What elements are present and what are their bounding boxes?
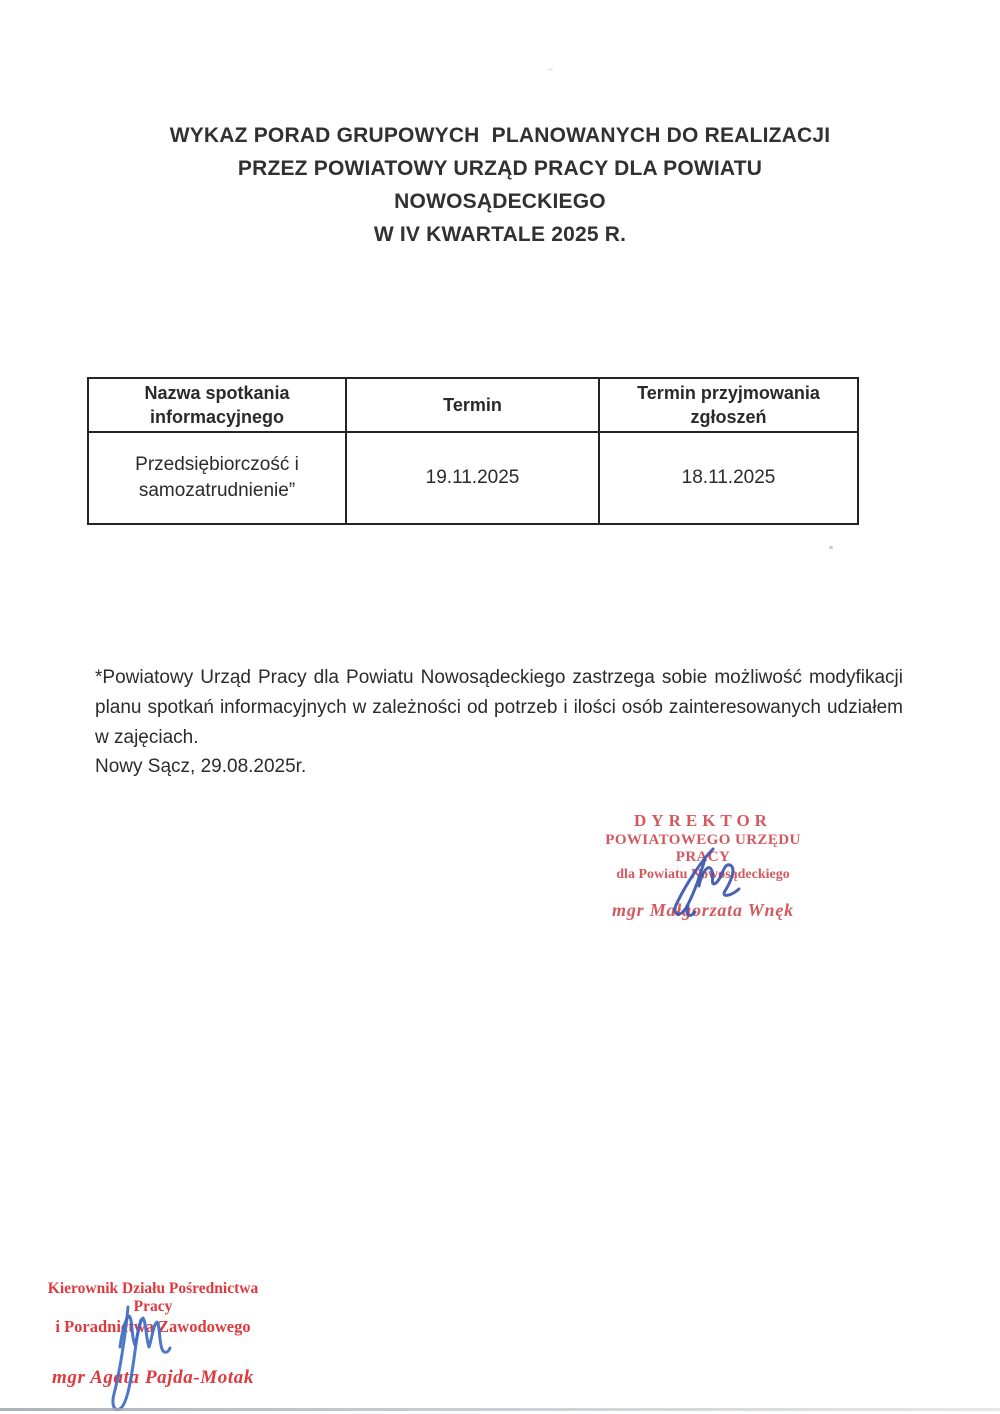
director-stamp-district: dla Powiatu Nowosądeckiego xyxy=(616,867,790,882)
manager-stamp-signer-name: mgr Agata Pajda-Motak xyxy=(52,1367,254,1388)
cell-meeting-name: Przedsiębiorczość i samozatrudnienie” xyxy=(88,432,346,524)
header-meeting-name: Nazwa spotkania informacyjnego xyxy=(88,378,346,432)
title-line-4: W IV KWARTALE 2025 R. xyxy=(373,223,627,246)
manager-stamp-role-line-1: Kierownik Działu Pośrednictwa Pracy xyxy=(47,1280,259,1315)
manager-stamp xyxy=(30,1280,276,1389)
cell-termin: 19.11.2025 xyxy=(346,432,599,524)
title-line-2: PRZEZ POWIATOWY URZĄD PRACY DLA POWIATU xyxy=(237,157,763,180)
footnote-paragraph: *Powiatowy Urząd Pracy dla Powiatu Nowosądeckiego zastrzega sobie możliwość modyfikacji planu spotkań informacyjnych w zależności od potrzeb i ilości osób zainteresowanych udziałem w zajęciach. xyxy=(95,667,903,748)
title-line-3: NOWOSĄDECKIEGO xyxy=(394,190,606,213)
title-line-1: WYKAZ PORAD GRUPOWYCH PLANOWANYCH DO REALIZACJI xyxy=(169,124,831,147)
scan-speckle xyxy=(548,68,553,71)
header-zgloszenia: Termin przyjmowania zgłoszeń xyxy=(599,378,858,432)
scanner-edge-artifact xyxy=(0,1408,1000,1411)
table-row xyxy=(88,432,858,524)
document-title xyxy=(70,119,930,251)
director-stamp-title: DYREKTOR xyxy=(634,811,772,830)
director-stamp-office: POWIATOWEGO URZĘDU PRACY xyxy=(605,832,801,865)
director-stamp xyxy=(580,811,826,921)
manager-stamp-role-line-2: i Poradnictwa Zawodowego xyxy=(55,1317,251,1336)
dateline: Nowy Sącz, 29.08.2025r. xyxy=(95,756,307,777)
scan-speckle xyxy=(829,546,833,549)
table-header-row xyxy=(88,378,858,432)
cell-zgloszenia: 18.11.2025 xyxy=(599,432,858,524)
schedule-table xyxy=(87,377,859,525)
header-termin: Termin xyxy=(346,378,599,432)
director-stamp-signer-name: mgr Małgorzata Wnęk xyxy=(612,900,794,920)
